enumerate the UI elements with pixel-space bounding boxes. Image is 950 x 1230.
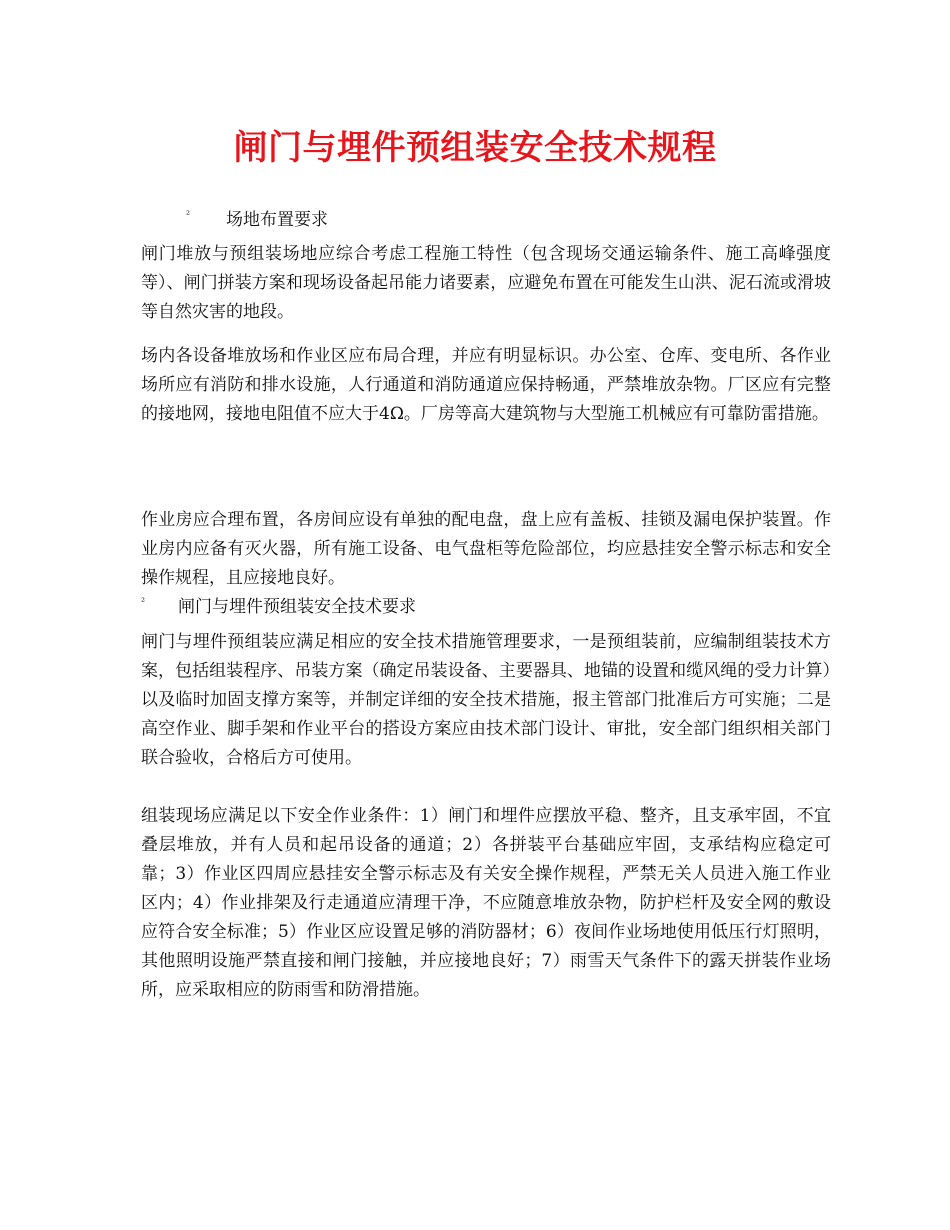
paragraph-safety-requirements: 闸门与埋件预组装应满足相应的安全技术措施管理要求，一是预组装前，应编制组装技术方案，包括组装程序、吊装方案（确定吊装设备、主要器具、地锚的设置和缆风绳的受力计算）以及临时加固支撑方案等，并制定详细的安全技术措施，报主管部门批准后方可实施；二是高空作业、脚手架和作业平台的搭设方案应由技术部门设计、审批，安全部门组织相关部门联合验收，合格后方可使用。 xyxy=(141,632,831,768)
paragraph-site-layout: 场内各设备堆放场和作业区应布局合理，并应有明显标识。办公室、仓库、变电所、各作业场所应有消防和排水设施，人行通道和消防通道应保持畅通，严禁堆放杂物。厂区应有完整的接地网，接地电阻值不应大于4Ω。厂房等高大建筑物与大型施工机械应有可靠防雷措施。 xyxy=(141,346,831,424)
section-bullet-1: ² xyxy=(186,210,191,221)
paragraph-site-considerations: 闸门堆放与预组装场地应综合考虑工程施工特性（包含现场交通运输条件、施工高峰强度等）、闸门拼装方案和现场设备起吊能力诸要素，应避免布置在可能发生山洪、泥石流或滑坡等自然灾害的地段。 xyxy=(141,244,831,322)
paragraph-site-conditions: 组装现场应满足以下安全作业条件：1）闸门和埋件应摆放平稳、整齐，且支承牢固，不宜叠层堆放，并有人员和起吊设备的通道；2）各拼装平台基础应牢固，支承结构应稳定可靠；3）作业区四周应悬挂安全警示标志及有关安全操作规程，严禁无关人员进入施工作业区内；4）作业排架及行走通道应清理干净，不应随意堆放杂物，防护栏杆及安全网的敷设应符合安全标准；5）作业区应设置足够的消防器材；6）夜间作业场地使用低压行灯照明，其他照明设施严禁直接和闸门接触，并应接地良好；7）雨雪天气条件下的露天拼装作业场所，应采取相应的防雨雪和防滑措施。 xyxy=(141,806,831,1000)
section-bullet-2: ² xyxy=(141,597,146,608)
document-title: 闸门与埋件预组装安全技术规程 xyxy=(233,128,717,168)
section-heading-2: 闸门与埋件预组装安全技术要求 xyxy=(178,597,416,617)
paragraph-workroom: 作业房应合理布置，各房间应设有单独的配电盘，盘上应有盖板、挂锁及漏电保护装置。作业房内应备有灭火器，所有施工设备、电气盘柜等危险部位，均应悬挂安全警示标志和安全操作规程，且应接地良好。 xyxy=(141,510,831,588)
section-heading-1: 场地布置要求 xyxy=(226,210,328,230)
